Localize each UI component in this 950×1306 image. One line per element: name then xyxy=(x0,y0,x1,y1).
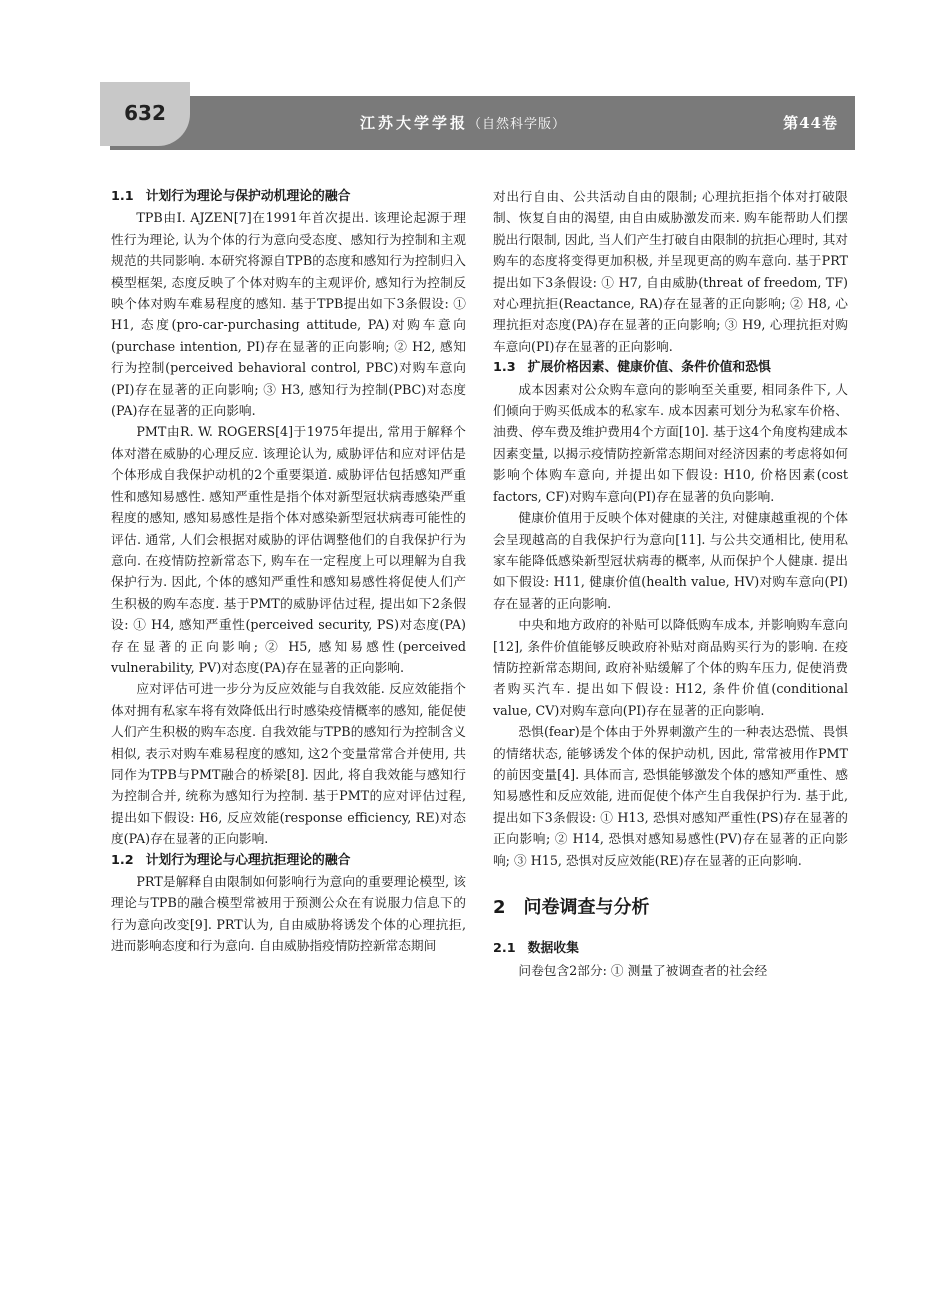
section-heading xyxy=(111,850,466,871)
paragraph: 健康价值用于反映个体对健康的关注, 对健康越重视的个体会呈现越高的自我保护行为意向[11]. 与公共交通相比, 使用私家车能降低感染新型冠状病毒的概率, 从而保护个人健康. 提出如下假设: H11, 健康价值(health value, HV)对购车意向(PI)存在显著的正向影响. xyxy=(493,510,848,611)
heading-number: 1.3 xyxy=(493,360,516,376)
heading-number: 1.1 xyxy=(111,189,134,204)
paragraph: 问卷包含2部分: ① 测量了被调查者的社会经 xyxy=(518,962,768,978)
paragraph: 应对评估可进一步分为反应效能与自我效能. 反应效能指个体对拥有私家车将有效降低出行时感染疫情概率的感知, 能促使人们产生积极的购车态度. 自我效能与TPB的感知行为控制含义相似, 表示对购车难易程度的感知, 这2个变量常常合并使用, 共同作为TPB与PMT融合的桥梁[8]. 因此, 将自我效能与感知行为控制合并, 统称为感知行为控制. 基于PMT的应对评估过程, 提出如下假设: H6, 反应效能(response efficiency, RE)对态度(PA)存在显著的正向影响. xyxy=(111,681,466,847)
heading-text: 计划行为理论与心理抗拒理论的融合 xyxy=(145,852,351,868)
page-number: 632 xyxy=(100,82,190,146)
journal-name: 江苏大学学报 xyxy=(360,114,469,132)
paragraph: 中央和地方政府的补贴可以降低购车成本, 并影响购车意向[12], 条件价值能够反映政府补贴对商品购买行为的影响. 在疫情防控新常态期间, 政府补贴缓解了个体的购车压力, 促使消费者购买汽车. 提出如下假设: H12, 条件价值(conditional value, CV)对购车意向(PI)存在显著的正向影响. xyxy=(493,617,848,718)
heading-text: 问卷调查与分析 xyxy=(523,897,650,918)
paragraph: PRT是解释自由限制如何影响行为意向的重要理论模型, 该理论与TPB的融合模型常被用于预测公众在有说服力信息下的行为意向改变[9]. PRT认为, 自由威胁将诱发个体的心理抗拒, 进而影响态度和行为意向. 自由威胁指疫情防控新常态期间 xyxy=(111,874,466,954)
section-heading xyxy=(493,357,848,378)
heading-number: 2 xyxy=(493,897,506,918)
volume-label: 第44卷 xyxy=(783,114,838,132)
journal-title xyxy=(360,112,566,133)
heading-number: 1.2 xyxy=(111,852,134,868)
right-column xyxy=(493,186,848,981)
paragraph: 对出行自由、公共活动自由的限制; 心理抗拒指个体对打破限制、恢复自由的渴望, 由自由威胁激发而来. 购车能帮助人们摆脱出行限制, 因此, 当人们产生打破自由限制的抗拒心理时, 其对购车的态度将变得更加积极, 并呈现更高的购车意向. 基于PRT提出如下3条假设: ① H7, 自由威胁(threat of freedom, TF)对心理抗拒(Reactance, RA)存在显著的正向影响; ② H8, 心理抗拒对态度(PA)存在显著的正向影响; ③ H9, 心理抗拒对购车意向(PI)存在显著的正向影响. xyxy=(493,189,848,354)
paragraph: TPB由I. AJZEN[7]在1991年首次提出. 该理论起源于理性行为理论, 认为个体的行为意向受态度、感知行为控制和主观规范的共同影响. 本研究将源自TPB的态度和感知行为控制归入模型框架, 态度反映了个体对购车的主观评价, 感知行为控制反映个体对购车难易程度的感知. 基于TPB提出如下3条假设: ① H1, 态度(pro-car-purchasing attitude, PA)对购车意向(purchase intention, PI)存在显著的正向影响; ② H2, 感知行为控制(perceived behavioral control, PBC)对购车意向(PI)存在显著的正向影响; ③ H3, 感知行为控制(PBC)对态度(PA)存在显著的正向影响. xyxy=(111,210,466,419)
paragraph: 恐惧(fear)是个体由于外界刺激产生的一种表达恐慌、畏惧的情绪状态, 能够诱发个体的保护动机, 因此, 常常被用作PMT的前因变量[4]. 具体而言, 恐惧能够激发个体的感知严重性、感知易感性和反应效能, 进而促使个体产生自我保护行为. 基于此, 提出如下3条假设: ① H13, 恐惧对感知严重性(PS)存在显著的正向影响; ② H14, 恐惧对感知易感性(PV)存在显著的正向影响; ③ H15, 恐惧对反应效能(RE)存在显著的正向影响. xyxy=(493,724,848,868)
heading-text: 扩展价格因素、健康价值、条件价值和恐惧 xyxy=(527,360,771,376)
heading-number: 2.1 xyxy=(493,941,516,957)
section-heading xyxy=(111,186,466,207)
chapter-heading xyxy=(493,897,848,918)
heading-text: 计划行为理论与保护动机理论的融合 xyxy=(145,189,351,204)
paragraph: PMT由R. W. ROGERS[4]于1975年提出, 常用于解释个体对潜在威胁的心理反应. 该理论认为, 威胁评估和应对评估是个体形成自我保护动机的2个重要渠道. 威胁评估包括感知严重性和感知易感性. 感知严重性是指个体对新型冠状病毒感染严重程度的感知, 感知易感性是指个体对感染新型冠状病毒可能性的评估. 通常, 人们会根据对威胁的评估调整他们的自我保护行为意向. 在疫情防控新常态下, 购车在一定程度上可以理解为自我保护行为. 因此, 个体的感知严重性和感知易感性将促使人们产生积极的购车态度. 基于PMT的威胁评估过程, 提出如下2条假设: ① H4, 感知严重性(perceived security, PS)对态度(PA)存在显著的正向影响; ② H5, 感知易感性(perceived vulnerability, PV)对态度(PA)存在显著的正向影响. xyxy=(111,424,466,675)
paragraph: 成本因素对公众购车意向的影响至关重要, 相同条件下, 人们倾向于购买低成本的私家车. 成本因素可划分为私家车价格、油费、停车费及维护费用4个方面[10]. 基于这4个角度构建成本因素变量, 以揭示疫情防控新常态期间对经济因素的考虑将如何影响个体购车意向, 并提出如下假设: H10, 价格因素(cost factors, CF)对购车意向(PI)存在显著的负向影响. xyxy=(493,381,848,504)
journal-edition: （自然科学版） xyxy=(468,117,567,132)
left-column xyxy=(111,186,466,957)
section-heading xyxy=(493,938,848,959)
heading-text: 数据收集 xyxy=(527,941,579,957)
